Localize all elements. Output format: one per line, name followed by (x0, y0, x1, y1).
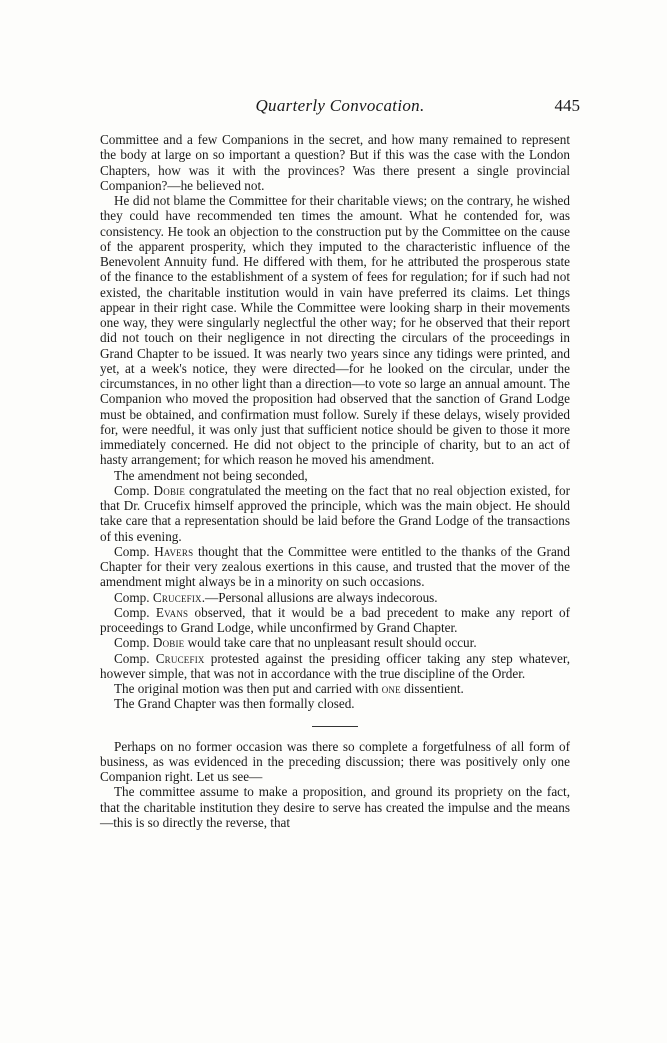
paragraph-text: Comp. (114, 482, 154, 498)
paragraph-text: The amendment not being seconded, (114, 467, 308, 483)
speaker-name: Crucefix (152, 589, 202, 605)
paragraph-text: Comp. (114, 604, 156, 620)
paragraph-text: Comp. (114, 635, 153, 651)
paragraph-text: observed, that it would be a bad precedent to make any report of proceedings to Grand Lodge, while unconfirmed by Grand Chapter. (100, 604, 570, 635)
paragraph-text: Comp. (114, 650, 156, 666)
paragraph-text: thought that the Committee were entitled to the thanks of the Grand Chapter for their very zealous exertions in this cause, and trusted that the mover of the amendment might always be in a minority on such occasions. (100, 543, 570, 590)
paragraph-text: protested against the presiding officer taking any step whatever, however simple, that was not in accordance with the true discipline of the Order. (100, 650, 570, 681)
speaker-name: Dobie (153, 482, 186, 498)
paragraph-text: The committee assume to make a proposition, and ground its propriety on the fact, that the charitable institution they desire to serve has created the impulse and the means—this is so directly the reverse, that (100, 784, 570, 830)
speaker-name: Crucefix (155, 650, 205, 666)
speaker-name: Dobie (152, 635, 185, 651)
speaker-name: Evans (155, 604, 189, 620)
speaker-name: Havers (154, 543, 194, 559)
paragraph-text: dissentient. (400, 681, 464, 696)
paragraph-text: Committee and a few Companions in the secret, and how many remained to represent the body at large on so important a question? But if this was the case with the London Chapters, how was it with the provinces? Was there present a single provincial Companion?—he believed not. (100, 132, 570, 193)
paragraph-text: congratulated the meeting on the fact that no real objection existed, for that Dr. Crucefix himself approved the principle, which was the main object. He should take care that a representation should be laid before the Grand Lodge of the transactions of this evening. (100, 482, 570, 544)
paragraph-text: He did not blame the Committee for their charitable views; on the contrary, he wished they could have recommended ten times the amount. What he contended for, was consistency. He took an objection to the construction put by the Committee on the cause of the apparent prosperity, which they imputed to the characteristic influence of the Benevolent Annuity fund. He differed with them, for he attributed the prosperous state of the finance to the establishment of a system of fees for regulation; for if such had not existed, the charitable institution would in vain have preferred its claims. Let things appear in their right case. While the Committee were looking sharp in their movements one way, they were singularly neglectful the other way; for he observed that their report did not touch on their negligence in not directing the circulars of the proceedings in Grand Chapter to be issued. It was nearly two years since any tidings were printed, and yet, at a week's notice, they were directed—for he looked on the circular, under the circumstances, in no other light than a direction—to vote so large an annual amount. The Companion who moved the proposition had observed that the sanction of Grand Lodge must be obtained, and confirmation must follow. Surely if these delays, wisely provided for, were needful, it was only just that sufficient notice should be given to those it more immediately concerned. He did not object to the principle of charity, but to an act of hasty arrangement; for which reason he moved his amendment. (100, 193, 570, 468)
paragraph (100, 635, 570, 650)
paragraph (100, 132, 570, 193)
paragraph (100, 739, 570, 785)
paragraph-text: would take care that no unpleasant result should occur. (184, 635, 477, 651)
page-number: 445 (554, 96, 580, 115)
paragraph (100, 544, 570, 590)
paragraph (100, 193, 570, 468)
body-text (100, 132, 570, 830)
editorial-commentary (100, 739, 570, 831)
paragraph-text: The original motion was then put and carried with (114, 681, 382, 696)
paragraph (100, 605, 570, 636)
paragraph (100, 696, 570, 711)
paragraph-text: The Grand Chapter was then formally closed. (114, 696, 355, 712)
paragraph (100, 681, 570, 696)
paragraph (100, 590, 570, 605)
paragraph-text: .—Personal allusions are always indecorous. (201, 589, 438, 605)
paragraph (100, 468, 570, 483)
running-title: Quarterly Convocation. (255, 96, 425, 115)
paragraph (100, 483, 570, 544)
speaker-name: one (381, 681, 401, 696)
page-header (100, 96, 580, 118)
paragraph (100, 784, 570, 830)
paragraph-text: Comp. (114, 589, 153, 605)
paragraph-text: Comp. (114, 543, 155, 559)
section-divider (312, 726, 358, 727)
paragraph-text: Perhaps on no former occasion was there so complete a forgetfulness of all form of business, as was evidenced in the preceding discussion; there was positively only one Companion right. Let us see— (100, 738, 570, 784)
proceedings-text (100, 132, 570, 712)
paragraph (100, 651, 570, 682)
